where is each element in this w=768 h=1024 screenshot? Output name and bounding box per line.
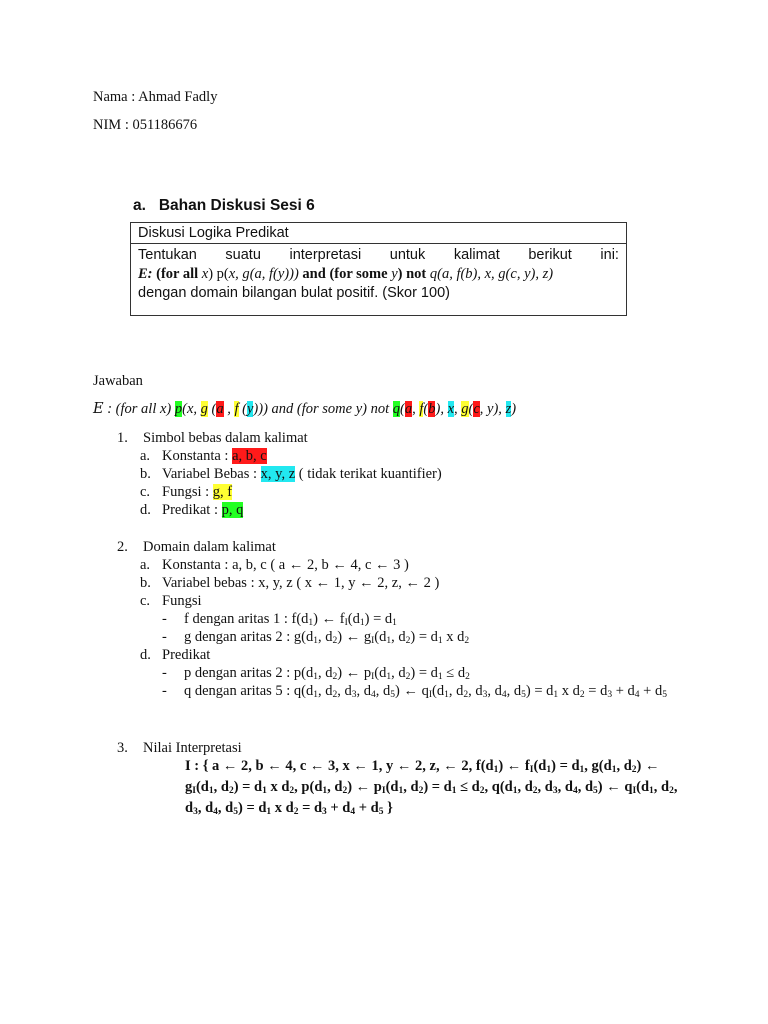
item-number: 2. bbox=[117, 539, 128, 555]
formula-part-highlight: f bbox=[419, 401, 424, 417]
formula-part: , bbox=[412, 401, 420, 417]
item-3 bbox=[117, 739, 242, 757]
item-1a bbox=[140, 447, 267, 465]
highlight-value: a, b, c bbox=[232, 448, 267, 464]
box-formula-part: (for some bbox=[329, 266, 392, 282]
sub-item-label: Variabel Bebas : bbox=[162, 466, 261, 482]
formula-part: , bbox=[223, 401, 235, 417]
box-word: interpretasi bbox=[289, 247, 362, 263]
box-formula-part: (for all bbox=[152, 266, 202, 282]
function-g-line: - g dengan aritas 2 : $g(d_1$, $d_2$) ← $g_I(d_1$, $d_2) = d_1$ x $d_2$ bbox=[162, 629, 470, 646]
box-word: Tentukan bbox=[138, 247, 197, 263]
box-word: untuk bbox=[389, 247, 426, 263]
formula-part-highlight: g bbox=[461, 401, 469, 417]
box-formula-part: ) not bbox=[397, 266, 430, 282]
box-word: berikut bbox=[528, 247, 572, 263]
highlight-value: p, q bbox=[221, 502, 244, 518]
sub-item-letter: a. bbox=[140, 448, 151, 464]
formula-part: , bbox=[454, 401, 462, 417]
formula-part-highlight: f bbox=[234, 401, 239, 417]
box-formula-part: (a, f(y))) bbox=[249, 266, 299, 282]
sub-item-letter: c. bbox=[140, 484, 151, 500]
predicate-q-line: - q dengan aritas 5 : $q(d_1$, $d_2$, $d_3$, $d_4$, $d_5$) ← $q_I(d_1$, $d_2$, $d_3$, $d_4$, $d_5) = d_1$ x $d_2 = d_3 + d_4 + d_5$ bbox=[162, 683, 667, 700]
formula-part: ( bbox=[468, 401, 474, 417]
formula-part: ) bbox=[511, 401, 517, 417]
formula-part: ( bbox=[207, 401, 217, 417]
box-formula-part: ) p( bbox=[208, 266, 229, 282]
sub-item-title: Predikat bbox=[162, 647, 211, 663]
section-title: a. Bahan Diskusi Sesi 6 bbox=[133, 197, 315, 214]
item-title: Domain dalam kalimat bbox=[143, 539, 276, 555]
box-word: kalimat bbox=[453, 247, 500, 263]
item-2a bbox=[140, 556, 409, 574]
answer-label: Jawaban bbox=[93, 373, 143, 389]
discussion-box bbox=[130, 222, 627, 316]
formula-part: ( bbox=[400, 401, 405, 417]
formula-part: , y), bbox=[479, 401, 506, 417]
formula-part-highlight: b bbox=[428, 401, 436, 417]
formula-part-highlight: a bbox=[404, 401, 413, 417]
item-1 bbox=[117, 429, 308, 447]
item-1d bbox=[140, 501, 243, 519]
formula-part-highlight: c bbox=[473, 401, 480, 417]
sub-item-label: Predikat : bbox=[162, 502, 222, 518]
box-formula-part: y bbox=[391, 266, 398, 282]
sub-item-title: Fungsi bbox=[162, 593, 202, 609]
student-name: Nama : Ahmad Fadly bbox=[93, 89, 218, 105]
box-formula-part: q(a, f(b), x, g(c, y), z) bbox=[429, 266, 554, 282]
box-body bbox=[131, 244, 626, 305]
sub-item-letter: d. bbox=[140, 647, 151, 663]
box-formula-part: x, g bbox=[228, 266, 250, 282]
item-title: Nilai Interpretasi bbox=[143, 740, 242, 756]
item-2c bbox=[140, 592, 202, 610]
formula-part: (x, bbox=[182, 401, 201, 417]
box-formula-label: E: bbox=[138, 266, 153, 282]
sub-item-letter: d. bbox=[140, 502, 151, 518]
formula-part: ( bbox=[238, 401, 247, 417]
box-word: ini: bbox=[600, 247, 619, 263]
sub-item-letter: b. bbox=[140, 575, 151, 591]
box-last-line: dengan domain bilangan bulat positif. (Skor 100) bbox=[138, 285, 450, 301]
interpretation-text: I : { a ← 2, b ← 4, c ← 3, x ← 1, y ← 2, z, ← 2, $f(d_1)$ ← $f_I(d_1) = d_1$, $g(d_1$, $d_2$) ← $g_I(d_1$, $d_2) = d_1$ x $d_2$, $p(d_1$, $d_2$) ← $p_I(d_1$, $d_2) = d_1 \le d_2$, $q(d_1$, $d_2$, $d_3$, $d_4$, $d_5$) ← $q_I(d_1$, $d_2$, $d_3$, $d_4$, $d_5) = d_1$ x $d_2 = d_3 + d_4 + d_5$ } bbox=[185, 758, 678, 817]
formula-part-highlight: a bbox=[216, 401, 224, 417]
item-2b bbox=[140, 574, 439, 592]
box-instruction-line bbox=[138, 246, 619, 265]
sub-item-letter: a. bbox=[140, 557, 151, 573]
dash-bullet: - bbox=[162, 611, 167, 627]
highlight-value: g, f bbox=[212, 484, 233, 500]
predicate-p-line: - p dengan aritas 2 : $p(d_1$, $d_2$) ← $p_I(d_1$, $d_2) = d_1 \le d_2$ bbox=[162, 665, 470, 682]
dash-bullet: - bbox=[162, 629, 167, 645]
item-2 bbox=[117, 538, 276, 556]
formula-part-highlight: z bbox=[505, 401, 512, 417]
formula-part-highlight: g bbox=[200, 401, 208, 417]
sub-item-label: Konstanta : bbox=[162, 448, 233, 464]
box-title: Diskusi Logika Predikat bbox=[131, 223, 626, 244]
epsilon-symbol: E bbox=[93, 401, 104, 417]
formula-part-highlight: p bbox=[174, 401, 183, 417]
sub-item-note: ( tidak terikat kuantifier) bbox=[295, 466, 442, 482]
box-formula-part: x bbox=[201, 266, 209, 282]
dash-bullet: - bbox=[162, 683, 167, 699]
formula-part: ), bbox=[435, 401, 448, 417]
highlight-value: x, y, z bbox=[260, 466, 296, 482]
formula-part: ( bbox=[423, 401, 429, 417]
box-formula-line bbox=[138, 265, 619, 284]
formula-part: ))) and (for some y) not bbox=[253, 401, 393, 417]
formula-part-highlight: x bbox=[447, 401, 455, 417]
student-nim: NIM : 051186676 bbox=[93, 117, 198, 133]
dash-bullet: - bbox=[162, 665, 167, 681]
sub-item-label: Fungsi : bbox=[162, 484, 213, 500]
item-2d bbox=[140, 646, 210, 664]
sub-item-letter: c. bbox=[140, 593, 151, 609]
sub-item-text: Variabel bebas : x, y, z ( x ← 1, y ← 2, z, ← 2 ) bbox=[162, 575, 440, 591]
item-1c bbox=[140, 483, 232, 501]
item-title: Simbol bebas dalam kalimat bbox=[143, 430, 308, 446]
sub-item-text: Konstanta : a, b, c ( a ← 2, b ← 4, c ← 3 ) bbox=[162, 557, 409, 573]
item-number: 3. bbox=[117, 740, 128, 756]
formula-part-highlight: y bbox=[246, 401, 254, 417]
formula-part: : (for all x) bbox=[103, 401, 175, 417]
box-word: suatu bbox=[225, 247, 261, 263]
formula-part-highlight: q bbox=[392, 401, 401, 417]
function-f-line: - f dengan aritas 1 : $f(d_1)$ ← $f_I(d_1) = d_1$ bbox=[162, 611, 397, 628]
item-number: 1. bbox=[117, 430, 128, 446]
item-1b bbox=[140, 465, 442, 483]
answer-formula bbox=[93, 400, 516, 418]
sub-item-letter: b. bbox=[140, 466, 151, 482]
box-formula-part: and bbox=[298, 266, 330, 282]
